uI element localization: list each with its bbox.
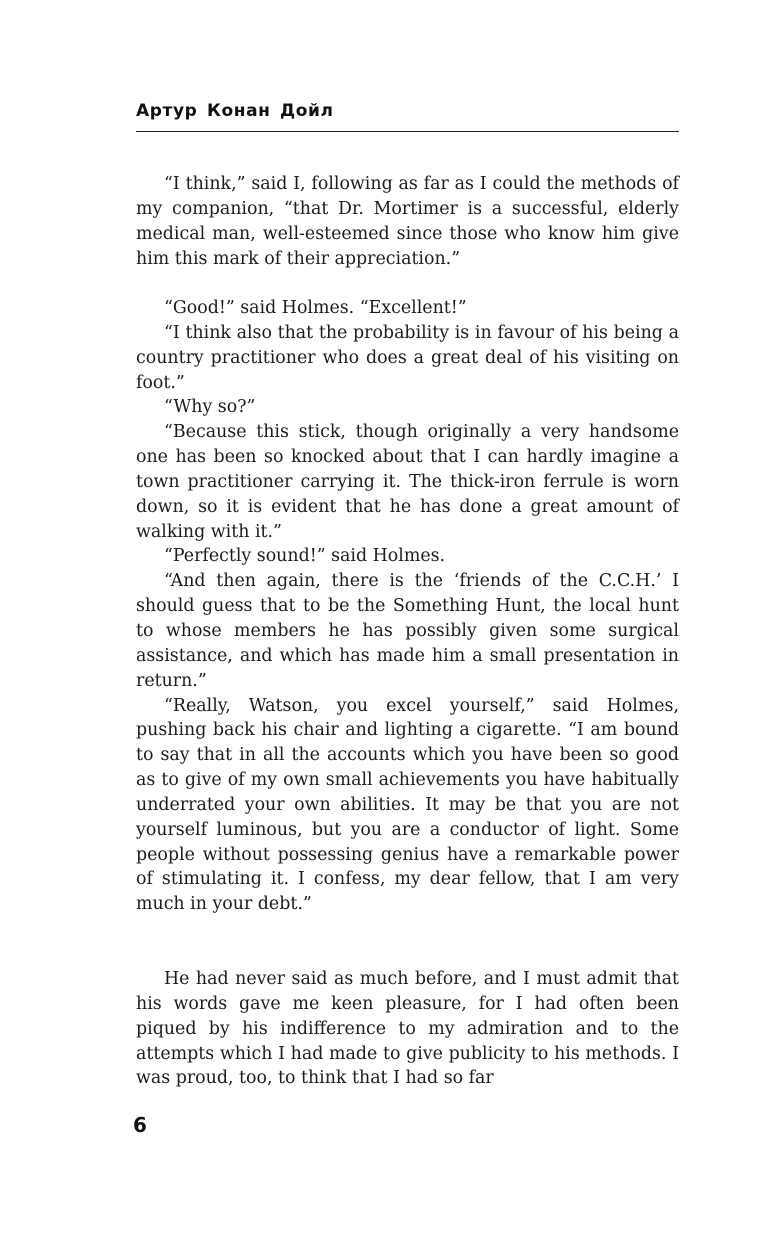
paragraph: “Really, Watson, you excel yourself,” said Holmes, pushing back his chair and lighting a cigarette. “I am bound to say that in all the accounts which you have been so good as to give of my own small achievements you have habitually underrated your own abilities. It may be that you are not yourself luminous, but you are a conductor of light. Some people without possessing genius have a remarkable power of stimulating it. I confess, my dear fellow, that I am very much in your debt.” (136, 695, 679, 915)
paragraph: “Perfectly sound!” said Holmes. (164, 546, 446, 567)
text-block-closing (136, 967, 679, 1091)
paragraph: “I think,” said I, following as far as I could the methods of my companion, “that Dr. Mortimer is a successful, elderly medical man, well-esteemed since those who know him give him this mark of their appreciation.” (136, 174, 679, 269)
text-block-opening (136, 172, 679, 271)
paragraph: “And then again, there is the ‘friends of the C.C.H.’ I should guess that to be the Something Hunt, the local hunt to whose members he has possibly given some surgical assistance, and which has made him a small presentation in return.” (136, 571, 679, 691)
paragraph: “Why so?” (164, 397, 256, 418)
header-rule (136, 131, 679, 132)
text-block-dialogue (136, 296, 679, 917)
running-head-author: Артур Конан Дойл (136, 101, 334, 121)
page-number: 6 (133, 1113, 147, 1137)
paragraph: He had never said as much before, and I must admit that his words gave me keen pleasure, for I had often been piqued by his indifference to my admiration and to the attempts which I had made to give publicity to his methods. I was proud, too, to think that I had so far (136, 969, 679, 1089)
paragraph: “Good!” said Holmes. “Excellent!” (164, 298, 467, 318)
paragraph: “Because this stick, though originally a very handsome one has been so knocked about that I can hardly imagine a town practitioner carrying it. The thick-iron ferrule is worn down, so it is evident that he has done a great amount of walking with it.” (136, 422, 679, 542)
paragraph: “I think also that the probability is in favour of his being a country practitioner who does a great deal of his visiting on foot.” (136, 322, 679, 393)
